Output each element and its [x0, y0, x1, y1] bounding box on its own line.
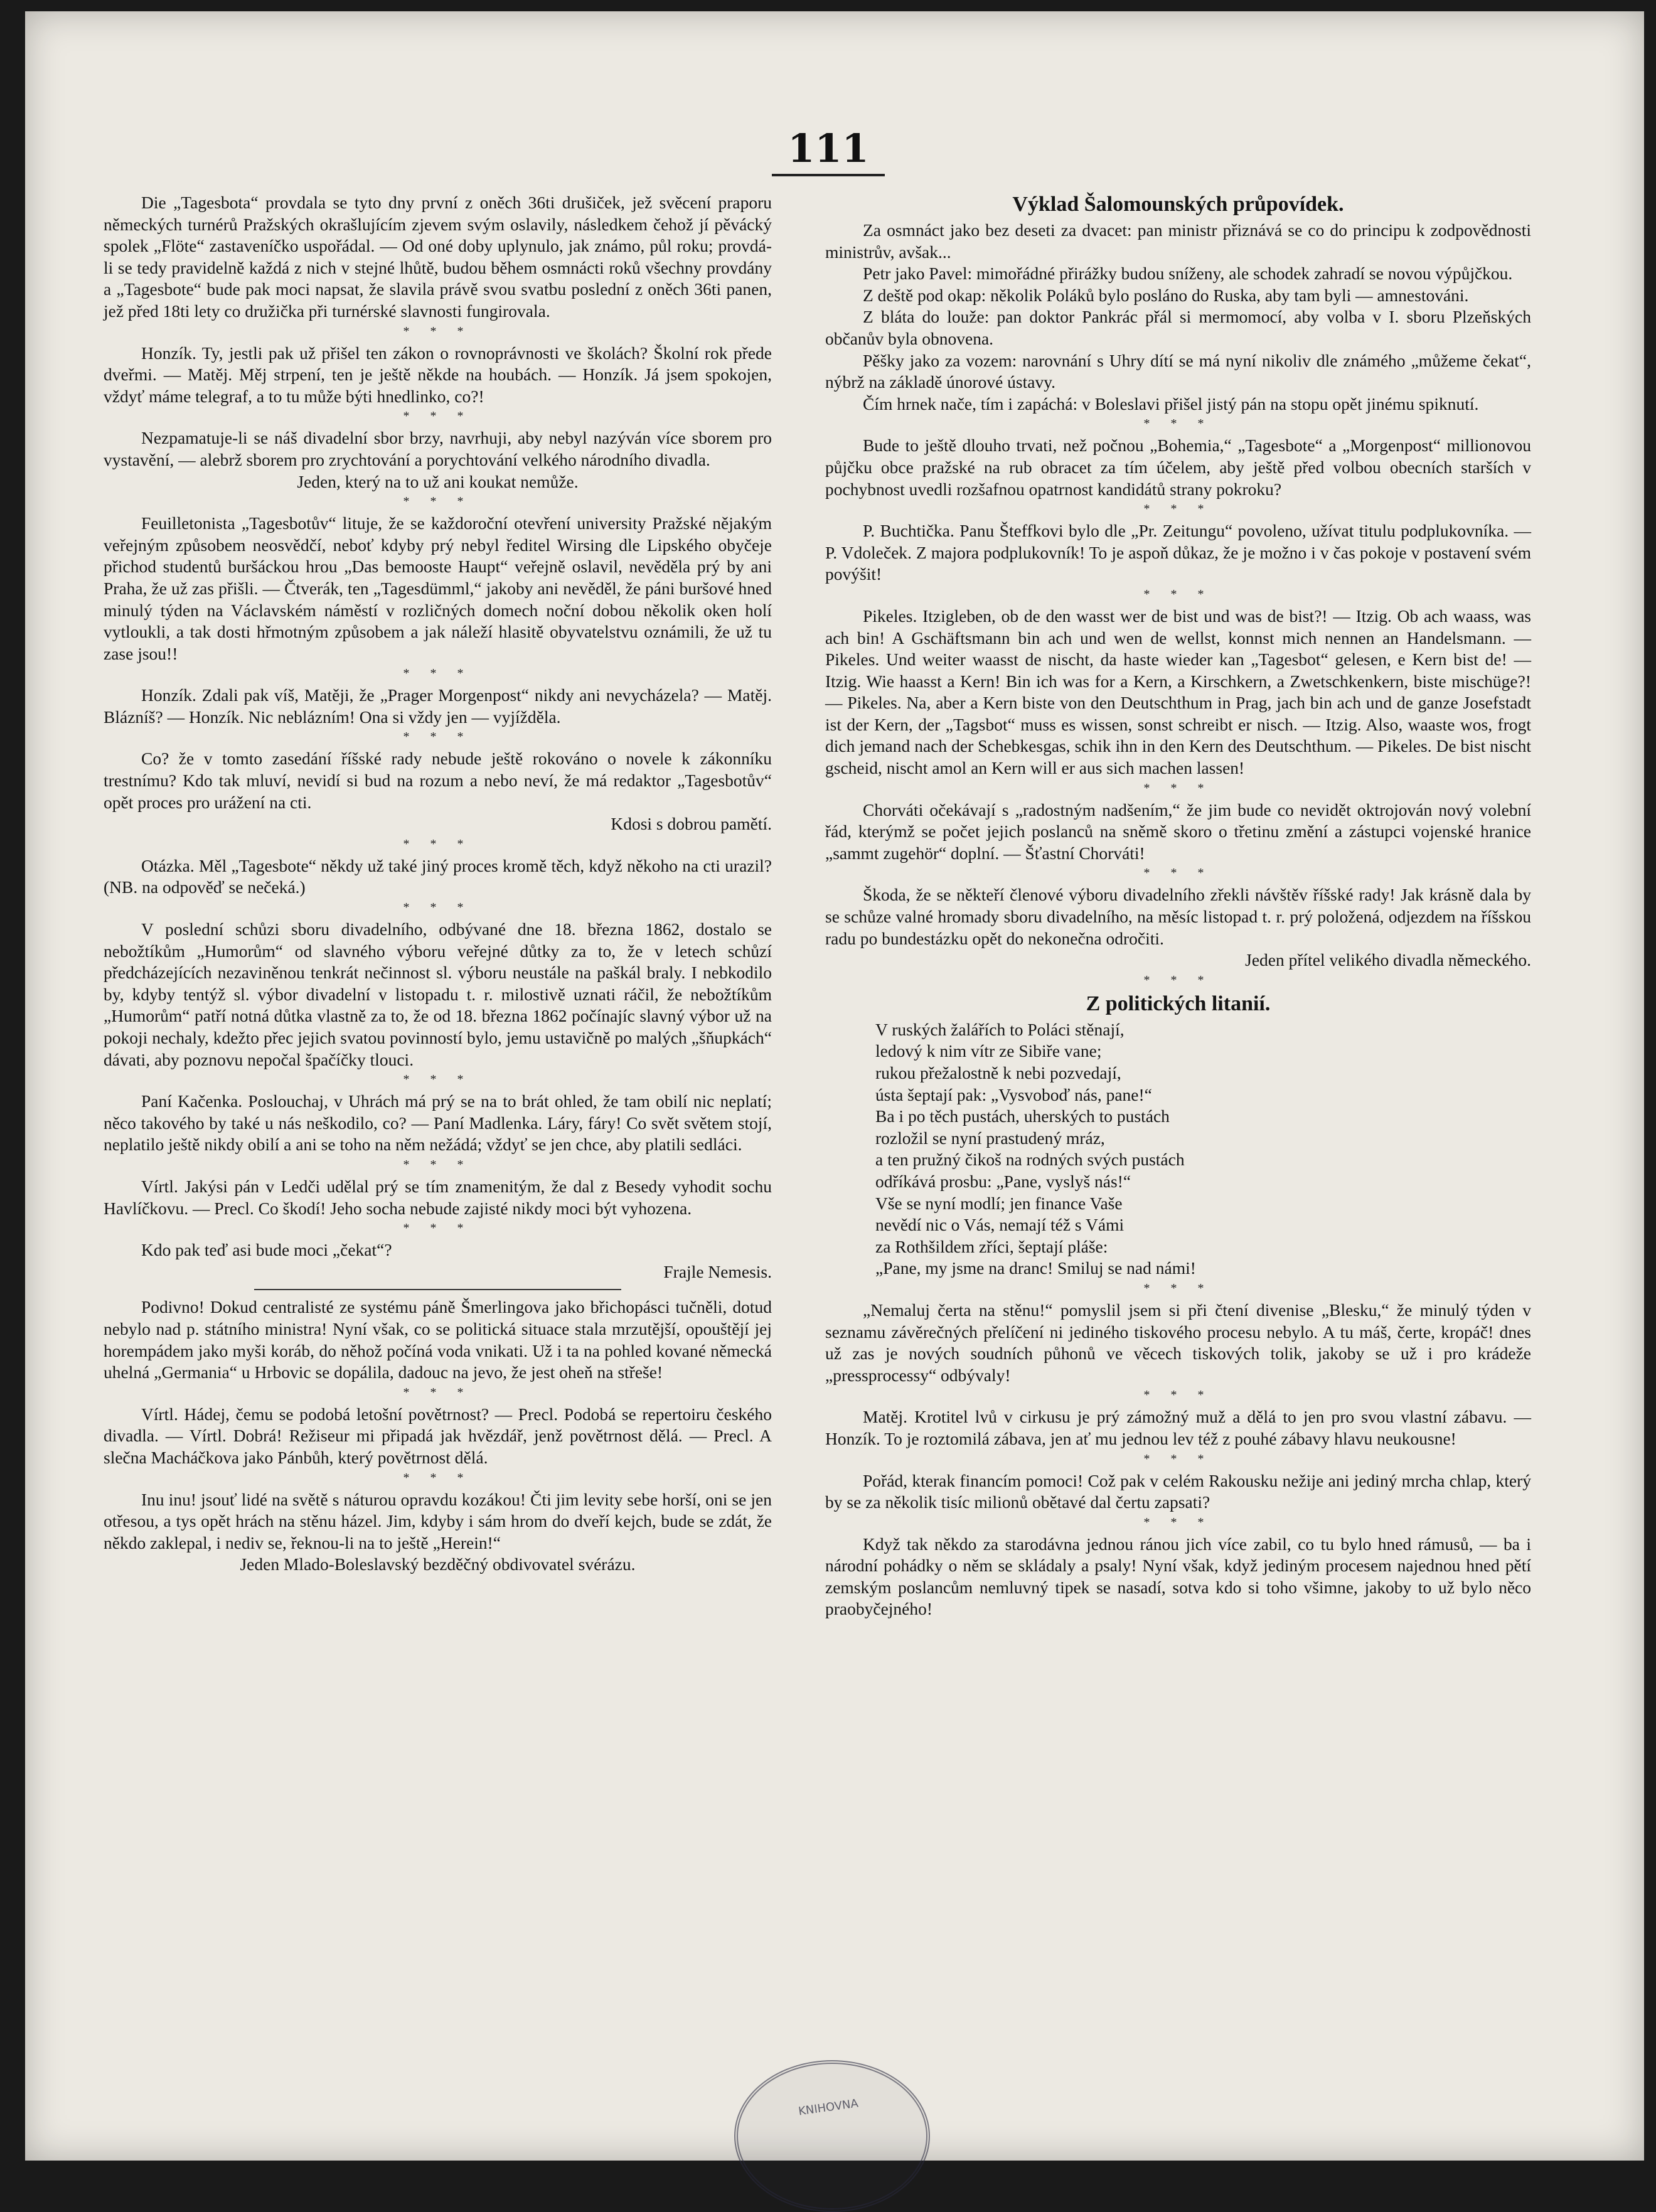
separator-stars: * * * [403, 324, 473, 338]
separator-stars: * * * [403, 409, 473, 424]
article-chorvati: Chorváti očekávají s „radostným nadšením,“ že jim bude co nevidět oktrojován nový volební řád, kterýmž se počet jejich poslanců na sněmě skoro o třetinu změní a zástupci vojenské hranice „sammt zugehör“ doplní. — Šťastní Chorváti! [825, 799, 1531, 863]
article-inu: Inu inu! jsouť lidé na světě s náturou opravdu kozákou! Čti jim levity sebe horší, oni se jen otřesou, a tys opět hrách na stěnu házel. Jim, kdyby i sám hrom do dveří kejch, bude se zdát, že někdo zaklepal, i nediv se, řeknou-li na to ještě „Herein!“ [104, 1489, 772, 1552]
article-cekat: Kdo pak teď asi bude moci „čekat“? [141, 1240, 392, 1260]
article-buchticka: P. Buchtička. Panu Šteffkovi bylo dle „Pr. Zeitungu“ povoleno, užívat titulu podplukovníka. — P. Vdoleček. Z majora podplukovník! To je aspoň důkaz, že je možno i v čas pokoje v postavení svém povýšit! [825, 521, 1531, 584]
separator-stars: * * * [1143, 587, 1213, 601]
article-virtl-2: Vírtl. Hádej, čemu se podobá letošní povětrnost? — Precl. Podobá se repertoiru českého divadla. — Vírtl. Dobrá! Režiseur mi připadá jak hvězdář, jenž povětrnost dělá. — Precl. A slečna Macháčkova jako Pánbůh, který povětrnost dělá. [104, 1404, 772, 1467]
poem-line: nevědí nic o Vás, nemají též s Vámi [875, 1215, 1124, 1235]
article-kacenka: Paní Kačenka. Poslouchaj, v Uhrách má prý se na to brát ohled, že tam obilí nic neplatí; něco takového by také u nás neškodilo, co? — Paní Madlenka. Láry, fáry! Co svět světem stojí, neplatilo ještě nikdy obilí a ani se toho na něm nežádá; vždyť se jen chce, aby platili sedláci. [104, 1091, 772, 1155]
poem [875, 1019, 1531, 1280]
separator-stars: * * * [1143, 502, 1213, 516]
article-virtl-1: Vírtl. Jakýsi pán v Ledči udělal prý se tím znamenitým, že dal z Besedy vyhodit sochu Havlíčkovu. — Precl. Co škodí! Jeho socha nebude zajisté nikdy moci být vyhozena. [104, 1176, 772, 1218]
article-rada: Co? že v tomto zasedání říšské rady nebude ještě rokováno o novele k zákonníku trestnímu? Kdo tak mluví, nevidí si bud na rozum a nebo neví, že má redaktor „Tagesbotův“ opět proces pro urážení na cti. [104, 749, 772, 812]
separator-stars: * * * [403, 1221, 473, 1236]
poem-line: za Rothšildem zříci, šeptají pláše: [875, 1236, 1108, 1256]
signature: Jeden Mlado-Boleslavský bezděčný obdivovatel svérázu. [240, 1554, 636, 1574]
separator-stars: * * * [1143, 417, 1213, 431]
section-heading: Výklad Šalomounských průpovídek. [1012, 193, 1344, 216]
newspaper-page [25, 11, 1644, 2161]
separator-stars: * * * [1143, 781, 1213, 795]
poem-line: rozložil se nyní prastudený mráz, [875, 1128, 1105, 1148]
proverb-3: Z deště pod okap: několik Poláků bylo posláno do Ruska, aby tam byli — amnestováni. [863, 285, 1469, 305]
proverb-6: Čím hrnek nače, tím i zapáchá: v Boleslavi přišel jistý pán na stopu opět jinému spiknutí. [863, 393, 1479, 414]
poem-line: V ruských žalářích to Poláci stěnají, [875, 1019, 1124, 1039]
article-honzik-2: Honzík. Zdali pak víš, Matěji, že „Prager Morgenpost“ nikdy ani nevycházela? — Matěj. Blázníš? — Honzík. Nic neblázním! Ona si vždy jen — vyjížděla. [104, 685, 772, 727]
proverb-5: Pěšky jako za vozem: narovnání s Uhry dítí se má nyní nikoliv dle známého „můžeme čekat“, nýbrž na základě únorové ústavy. [825, 350, 1531, 392]
signature: Jeden přítel velikého divadla německého. [1245, 950, 1531, 970]
poem-line: Ba i po těch pustách, uherských to pustách [875, 1106, 1170, 1126]
proverb-4: Z bláta do louže: pan doktor Pankrác přál si mermomocí, aby volba v I. sboru Plzeňských občanův byla obnovena. [825, 307, 1531, 348]
separator-stars: * * * [403, 1157, 473, 1172]
article-bohemia: Bude to ještě dlouho trvati, než počnou „Bohemia,“ „Tagesbote“ a „Morgenpost“ millionovou půjčku obce pražské na rub obracet za tím účelem, aby ještě před volbou obecních starších v pochybnost uvedli rozšafnou opatrnost kandidátů strany pokroku? [825, 435, 1531, 499]
article-pikeles: Pikeles. Itzigleben, ob de den wasst wer de bist und was de bist?! — Itzig. Ob ach waass, was ach bin! A Gschäftsmann bin ach und wen de wellst, konnst mich nennen an Handelsmann. — Pikeles. Und weiter waasst de nischt, da haste wieder kan „Tagesbot“ gelesen, e Kern bist de! — Itzig. Wie haasst a Kern! Bin ich was for a Kern, a Kirschkern, a Zwetschkenkern, biste mischüge?! — Pikeles. Na, aber a Kern biste von den Deutschthum in Prag, jach bin ach und de ganze Josefstadt ist der Kern, der „Tagsbot“ muss es wissen, sonst schreibt er nisch. — Itzig. Also, waaste wos, frogt dich jemand nach der Schebkesgas, schik ihn in den Kern des Deutschthum. — Pikeles. De bist nischt gscheid, nischt amol an Kern will er aus sich machen lassen! [825, 606, 1531, 778]
poem-line: Vše se nyní modlí; jen finance Vaše [875, 1193, 1123, 1213]
library-stamp [734, 2060, 930, 2212]
poem-line: rukou přežalostně k nebi pozvedají, [875, 1063, 1121, 1082]
separator-stars: * * * [403, 494, 473, 509]
signature: Kdosi s dobrou pamětí. [611, 814, 772, 834]
article-schuze: V poslední schůzi sboru divadelního, odbývané dne 18. března 1862, dostalo se nebožtíkům „Humorům“ od slavného výboru veřejné důtky za to, že v letech schůzí předcházejících nezaviněnou tenkrát nečinnost sl. výboru neustále na paškál braly. I nebkodilo by, kdyby tentýž sl. výbor divadelní v listopadu t. r. milostivě uznati ráčil, že nebožtíkům „Humorům“ patří notná důtka vlastně za to, že od 18. března 1862 počínajíc slavný výbor už na pokoji nechaly, kdežto přec jejich svatou povinností bylo, jemu ustavičně po malých „šňupkách“ dávati, aby poznovu nepočal špačíčky tlouci. [104, 919, 772, 1069]
separator-stars: * * * [403, 836, 473, 851]
poem-line: ledový k nim vítr ze Sibiře vane; [875, 1041, 1102, 1061]
separator-stars: * * * [1143, 1281, 1213, 1295]
separator-stars: * * * [1143, 1515, 1213, 1529]
article-feuilletonista: Feuilletonista „Tagesbotův“ lituje, že se každoroční otevření university Pražské nějakým veřejným způsobem neosvědčí, neboť kdyby prý nebyl ředitel Wirsing dle Lipského obyčeje přichod studentů buršáckou hrou „Das bemooste Haupt“ veřejně oslavil, nevěděla prý by ani Praha, že už zas přišli. — Čtverák, ten „Tagesdümml,“ jakoby ani nevěděl, že páni buršové hned minulý týden na Václavském náměstí v rozličných domech noční dobou několik oken holí vytloukli, a tak dosti hřmotným způsobem a jak náleží hlasitě obyvatelstvu oznámili, že už tu zase jsou!! [104, 513, 772, 663]
right-column [825, 192, 1531, 1620]
article-nemaluj: „Nemaluj čerta na stěnu!“ pomyslil jsem si při čtení divenise „Blesku,“ že minulý týden v seznamu závěrečných přelíčení ni jediného tiskového procesu nebylo. A tu máš, čerte, kropáč! dnes už zas je nových soudních půhonů ve věcech tiskových tolik, jakoby se už i pro krádeže „pressprocessy“ odbývaly! [825, 1300, 1531, 1385]
separator-stars: * * * [1143, 1451, 1213, 1466]
article-divadelni-sbor: Nezpamatuje-li se náš divadelní sbor brzy, navrhuji, aby nebyl nazýván více sborem pro vystavění, — alebrž sborem pro zrychtování a porychtování velkého národního divadla. [104, 428, 772, 469]
signature: Jeden, který na to už ani koukat nemůže. [297, 471, 579, 491]
separator-stars: * * * [403, 1072, 473, 1087]
article-tagesbota: Die „Tagesbota“ provdala se tyto dny první z oněch 36ti drušiček, jež svěcení praporu německých turnérů Pražských okrašlujícím zjevem svým oslavily, následkem čehož jí pěvácký spolek „Flöte“ zastaveníčko uspořádal. — Od oné doby uplynulo, jak známo, půl roku; provdá-li se tedy pravidelně každá z nich v stejné lhůtě, budou během osmnácti roků všechny provdány a „Tagesbote“ bude pak moci napsat, že slavila právě svou svatbu poslední z oněch 36ti panen, jež před 18ti lety co družička při turnérské slavnosti fungirovala. [104, 193, 772, 321]
article-financim: Pořád, kterak financím pomoci! Což pak v celém Rakousku nežije ani jediný mrcha chlap, který by se za několik tisíc milionů obětavé dal čertu zapsati? [825, 1470, 1531, 1512]
article-podivno: Podivno! Dokud centralisté ze systému páně Šmerlingova jako břichopásci tučněli, dotud nebylo nad p. státního ministra! Nyní však, co se politická situace stala mrzutější, opouštějí jej horempádem jako myši koráb, do něhož počíná voda vnikati. Už i ta na pohled kované německá uhelná „Germania“ u Hrbovic se dopálila, dadouc na jevo, že jest oheň na střeše! [104, 1297, 772, 1382]
article-skoda: Škoda, že se někteří členové výboru divadelního zřekli návštěv říšské rady! Jak krásně dala by se schůze valné hromady sboru divadelního, na měsíc listopad t. r. prý položená, odjezdem na říšskou radu po bundestázku opět do nekonečna odročiti. [825, 885, 1531, 948]
poem-line: „Pane, my jsme na dranc! Smiluj se nad námi! [875, 1258, 1196, 1278]
separator-stars: * * * [403, 666, 473, 681]
poem-line: ústa šeptají pak: „Vysvoboď nás, pane!“ [875, 1084, 1152, 1104]
page-number: 111 [772, 126, 885, 176]
poem-title: Z politických litanií. [1086, 991, 1271, 1015]
proverb-1: Za osmnáct jako bez deseti za dvacet: pan ministr přiznává se co do principu k zodpovědnosti ministrův, avšak... [825, 220, 1531, 262]
article-otazka: Otázka. Měl „Tagesbote“ někdy už také jiný proces kromě těch, když někoho na cti urazil? (NB. na odpověď se nečeká.) [104, 855, 772, 897]
separator-stars: * * * [403, 1385, 473, 1399]
separator-stars: * * * [1143, 973, 1213, 987]
article-honzik-1: Honzík. Ty, jestli pak už přišel ten zákon o rovnoprávnosti ve školách? Školní rok přede dveřmi. — Matěj. Měj strpení, ten je ještě někde na houbách. — Honzík. Já jsem spokojen, vždyť máme telegraf, a to tu může býti hnedlinko, co?! [104, 343, 772, 406]
poem-line: odříkává prosbu: „Pane, vyslyš nás!“ [875, 1171, 1131, 1191]
signature: Frajle Nemesis. [663, 1261, 772, 1281]
separator-stars: * * * [403, 1470, 473, 1485]
separator-stars: * * * [1143, 866, 1213, 880]
poem-line: a ten pružný čikoš na rodných svých pustách [875, 1150, 1185, 1170]
proverb-2: Petr jako Pavel: mimořádné přirážky budou sníženy, ale schodek zahradí se novou výpůjčkou. [863, 264, 1513, 284]
separator-stars: * * * [403, 900, 473, 915]
library-stamp-text: KNIHOVNA [797, 2097, 860, 2118]
separator-stars: * * * [403, 730, 473, 744]
separator-stars: * * * [1143, 1388, 1213, 1403]
divider [254, 1289, 622, 1290]
article-starodavna: Když tak někdo za starodávna jednou ránou jich více zabil, co tu bylo hned rámusů, — ba i národní pohádky o něm se skládaly a psaly! Nyní však, když jediným procesem najednou hned pětí zemským poslancům nemluvný tipek se nasadí, sotva kdo si toho všimne, jakoby to už bylo něco praobyčejného! [825, 1534, 1531, 1619]
article-matej: Matěj. Krotitel lvů v cirkusu je prý zámožný muž a dělá to jen pro svou vlastní zábavu. — Honzík. To je roztomilá zábava, jen ať mu jednou lev též z pouhé zábavy hlavu neukousne! [825, 1407, 1531, 1448]
left-column [104, 192, 772, 1576]
